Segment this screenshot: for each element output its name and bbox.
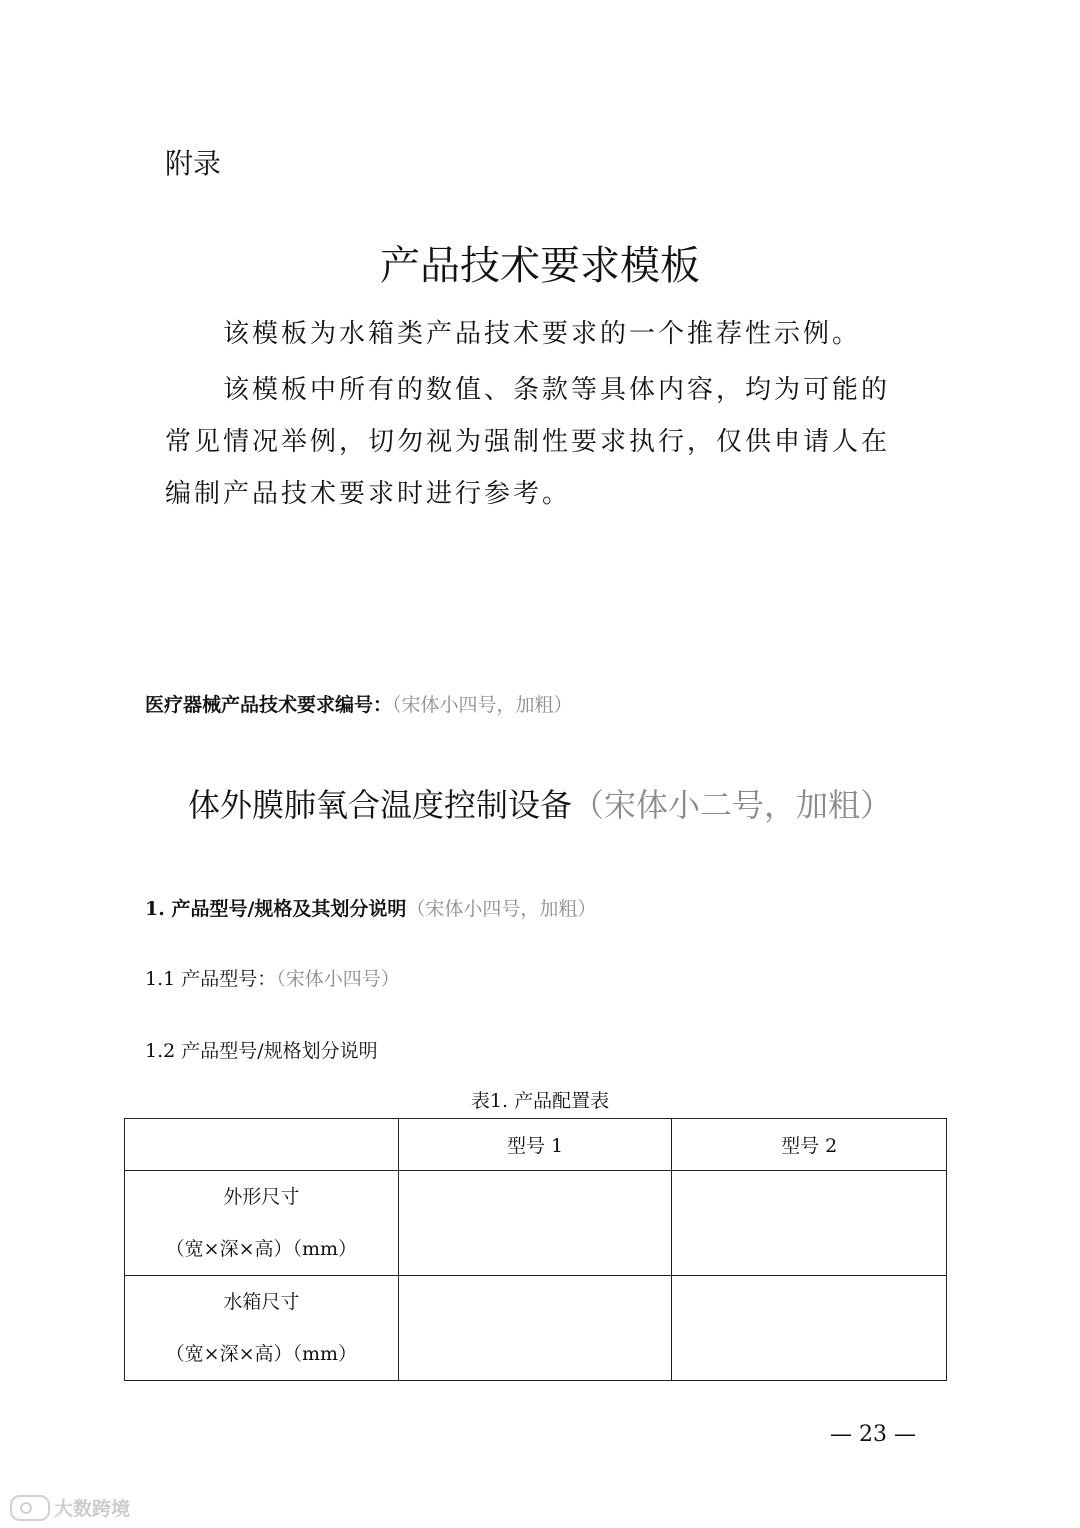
- doc-code-line: [145, 690, 573, 717]
- section-1-2-heading: 1.2 产品型号/规格划分说明: [145, 1040, 378, 1062]
- page-number: — 23 —: [830, 1422, 916, 1447]
- section-1-note: （宋体小四号，加粗）: [406, 898, 597, 920]
- section-1-heading: [145, 894, 596, 921]
- product-title-note: （宋体小二号，加粗）: [572, 786, 893, 824]
- page-title: 产品技术要求模板: [380, 243, 700, 289]
- table-cell: [398, 1276, 672, 1381]
- doc-code-label: 医疗器械产品技术要求编号：: [145, 694, 393, 716]
- row-label-line1: 水箱尺寸: [223, 1291, 300, 1313]
- table-header-cell: 型号 1: [398, 1119, 672, 1171]
- table-cell: [398, 1171, 672, 1276]
- watermark-logo-icon: [10, 1495, 50, 1521]
- section-1-1-label: 1.1 产品型号：: [145, 968, 277, 990]
- config-table: [124, 1118, 947, 1381]
- row-label-line1: 外形尺寸: [223, 1186, 300, 1208]
- table-header-row: [125, 1119, 947, 1171]
- watermark-text: 大数跨境: [54, 1498, 131, 1520]
- table-row-label: [125, 1171, 399, 1276]
- table-row: [125, 1171, 947, 1276]
- product-title-text: 体外膜肺氧合温度控制设备: [187, 786, 572, 824]
- table-row: [125, 1276, 947, 1381]
- row-label-line2: （宽×深×高）（mm）: [165, 1343, 358, 1365]
- product-title: [0, 780, 1080, 826]
- table-cell: [672, 1171, 947, 1276]
- watermark: [10, 1494, 130, 1521]
- table-cell: [672, 1276, 947, 1381]
- doc-code-note: （宋体小四号，加粗）: [392, 694, 573, 716]
- table-row-label: [125, 1276, 399, 1381]
- intro-paragraph-1: 该模板为水箱类产品技术要求的一个推荐性示例。: [223, 319, 862, 349]
- section-1-1-note: （宋体小四号）: [276, 968, 400, 990]
- table-header-cell: [125, 1119, 399, 1171]
- section-1-1-heading: [145, 964, 400, 991]
- table-caption: 表1. 产品配置表: [470, 1090, 610, 1112]
- intro-paragraph-2: 该模板中所有的数值、条款等具体内容，均为可能的常见情况举例，切勿视为强制性要求执行，仅供申请人在编制产品技术要求时进行参考。: [165, 375, 891, 509]
- section-1-label: 1. 产品型号/规格及其划分说明: [145, 898, 407, 920]
- appendix-label: 附录: [165, 147, 222, 180]
- table-header-cell: 型号 2: [672, 1119, 947, 1171]
- row-label-line2: （宽×深×高）（mm）: [165, 1238, 358, 1260]
